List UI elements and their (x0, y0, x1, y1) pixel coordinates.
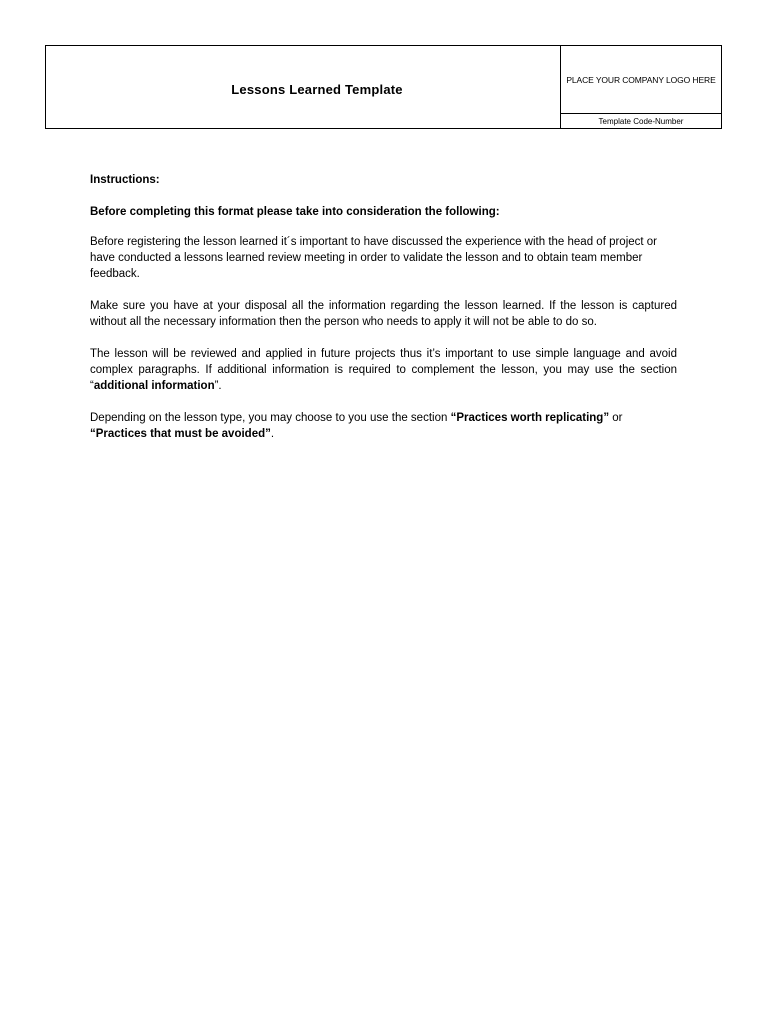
header-right-column (561, 46, 721, 128)
title-cell (46, 46, 561, 128)
instructions-label: Instructions: (90, 174, 160, 186)
paragraph-3 (90, 346, 677, 394)
paragraph-4-emphasis-1: “Practices worth replicating” (450, 412, 610, 424)
document-body (90, 172, 677, 458)
paragraph-2: Make sure you have at your disposal all the information regarding the lesson learned. If the lesson is captured without all the necessary information then the person who needs to apply it will not be able to do so. (90, 300, 677, 328)
paragraph-4-text: Depending on the lesson type, you may choose to you use the section (90, 412, 451, 424)
header-table (45, 45, 722, 129)
paragraph-4-emphasis-2: “Practices that must be avoided” (90, 428, 271, 440)
paragraph-3-text: The lesson will be reviewed and applied in future projects thus it’s important to use simple language and avoid complex paragraphs. If additional information is required to complement the lesson, you may use the section “ (90, 348, 677, 392)
paragraph-4-middle: or (609, 412, 623, 424)
template-code-number: Template Code-Number (598, 116, 684, 126)
instructions-subheading: Before completing this format please take into consideration the following: (90, 206, 500, 218)
paragraph-4 (90, 410, 677, 442)
company-logo-placeholder: PLACE YOUR COMPANY LOGO HERE (561, 46, 721, 114)
paragraph-3-emphasis: additional information (93, 380, 215, 392)
paragraph-1: Before registering the lesson learned it´s important to have discussed the experience with the head of project or have conducted a lessons learned review meeting in order to validate the lesson and to obtain team member feedback. (90, 236, 658, 280)
document-title: Lessons Learned Template (231, 81, 403, 97)
paragraph-4-end: . (270, 428, 275, 440)
paragraph-3-end: ”. (214, 380, 222, 392)
